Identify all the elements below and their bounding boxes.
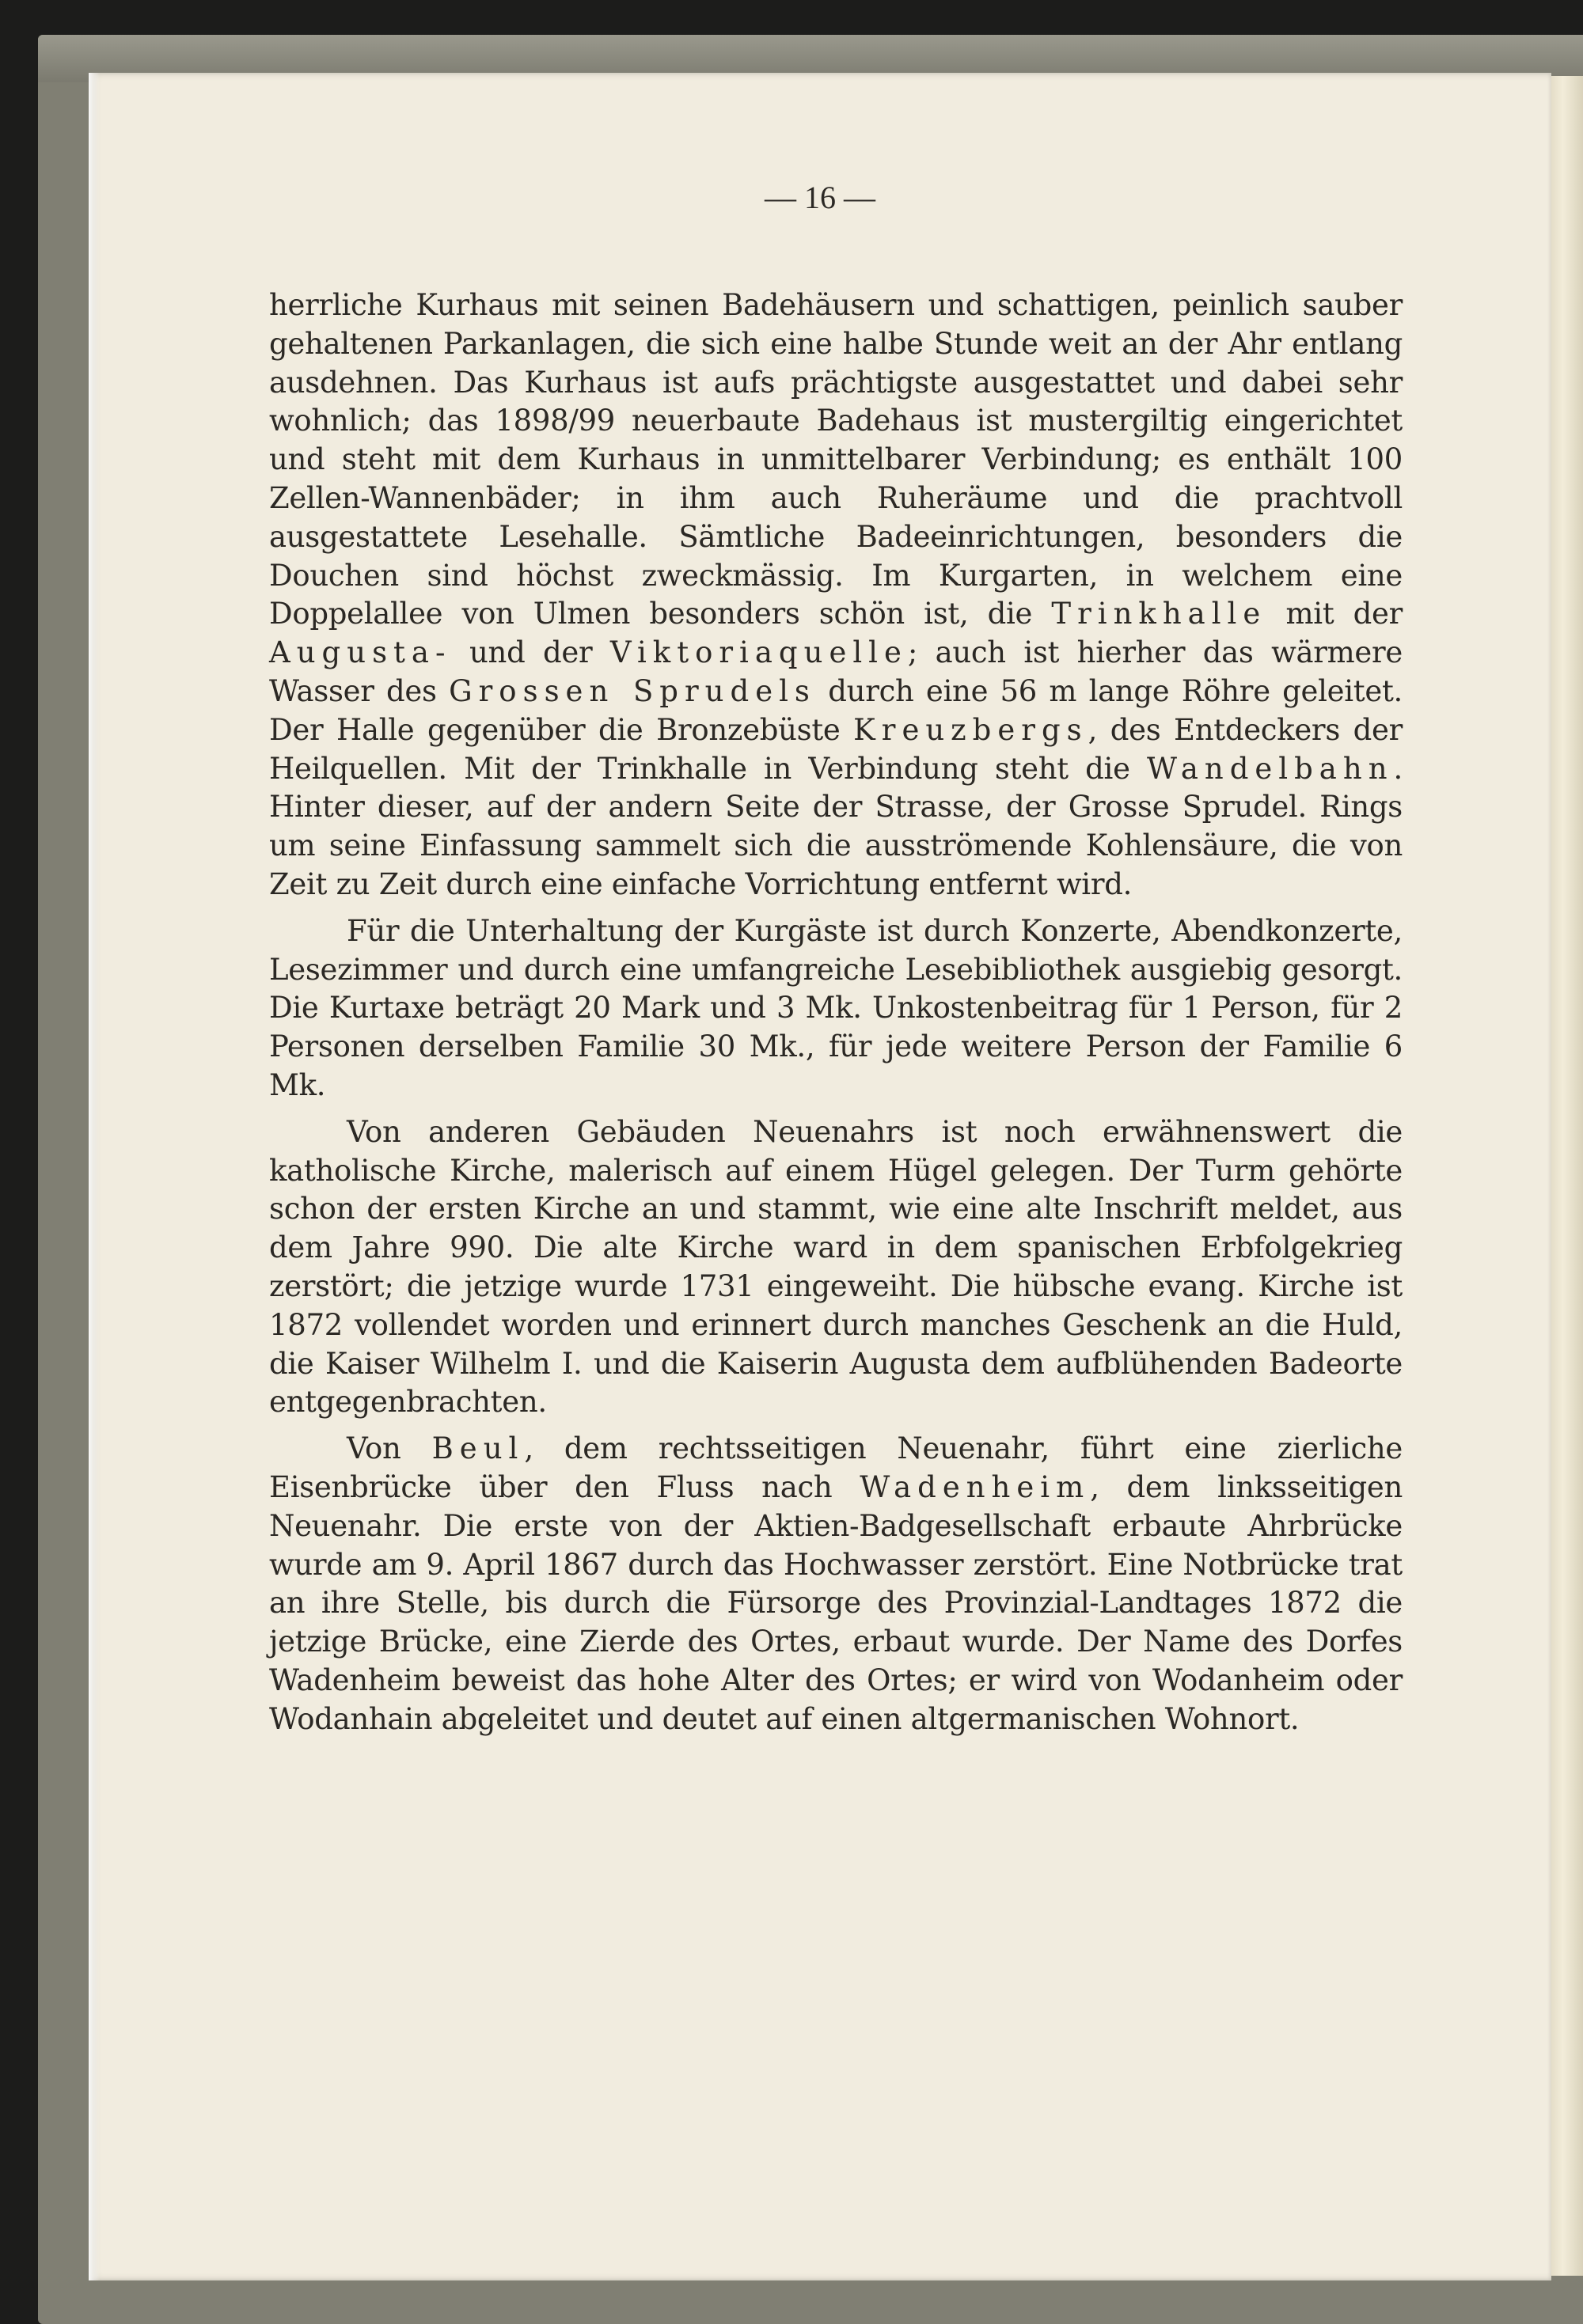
body-text bbox=[269, 286, 1403, 1746]
text-run: Von anderen Gebäuden Neuenahrs ist noch erwähnenswert die katholische Kirche, malerisch auf einem Hügel gelegen. Der Turm gehörte schon der ersten Kirche an und stammt, wie eine alte Inschrift meldet, aus dem Jahre 990. Die alte Kirche ward in dem spanischen Erbfolgekrieg zerstört; die jetzige wurde 1731 eingeweiht. Die hübsche evang. Kirche ist 1872 vollendet worden und erinnert durch manches Geschenk an die Huld, die Kaiser Wilhelm I. und die Kaiserin Augusta dem aufblühenden Badeorte entgegenbrachten. bbox=[269, 1114, 1403, 1420]
text-run: , des Entdeckers der Heilquellen. Mit der Trinkhalle in Verbindung steht die bbox=[269, 712, 1403, 786]
spaced-text: Augusta- bbox=[269, 635, 452, 670]
spaced-text: Beul bbox=[431, 1431, 525, 1466]
paragraph bbox=[269, 286, 1403, 904]
text-run: , dem linksseitigen Neuenahr. Die erste von der Aktien-Badgesellschaft erbaute Ahrbrücke wurde am 9. April 1867 durch das Hochwasser zerstört. Eine Notbrücke trat an ihre Stelle, bis durch die Fürsorge des Provinzial-Landtages 1872 die jetzige Brücke, eine Zierde des Ortes, erbaut wurde. Der Name des Dorfes Wadenheim beweist das hohe Alter des Ortes; er wird von Wodanheim oder Wodanhain abgeleitet und deutet auf einen altgermanischen Wohnort. bbox=[269, 1469, 1403, 1736]
page-edges bbox=[1550, 76, 1583, 2276]
text-run: mit der bbox=[1266, 597, 1403, 631]
text-run: ; auch ist hierher das wärmere Wasser des bbox=[269, 635, 1403, 708]
text-run: Für die Unterhaltung der Kurgäste ist durch Konzerte, Abendkonzerte, Lesezimmer und durch eine umfangreiche Lesebibliothek ausgiebig gesorgt. Die Kurtaxe beträgt 20 Mark und 3 Mk. Unkostenbeitrag für 1 Person, für 2 Personen derselben Familie 30 Mk., für jede weitere Person der Familie 6 Mk. bbox=[269, 913, 1403, 1102]
spaced-text: Wandelbahn bbox=[1147, 751, 1394, 786]
text-run: . Hinter dieser, auf der andern Seite der Strasse, der Grosse Sprudel. Rings um seine Einfassung sammelt sich die ausströmende Kohlensäure, die von Zeit zu Zeit durch eine einfache Vorrichtung entfernt wird. bbox=[269, 751, 1403, 901]
spaced-text: Wadenheim bbox=[860, 1469, 1091, 1504]
text-run: durch eine 56 m lange Röhre geleitet. Der Halle gegenüber die Bronzebüste bbox=[269, 673, 1403, 747]
paragraph bbox=[269, 1113, 1403, 1422]
paragraph bbox=[269, 912, 1403, 1105]
text-run: Von bbox=[347, 1431, 432, 1466]
text-run: und der bbox=[451, 635, 610, 670]
spaced-text: Trinkhalle bbox=[1051, 597, 1267, 631]
text-run: herrliche Kurhaus mit seinen Badehäusern und schattigen, peinlich sauber gehaltenen Parkanlagen, die sich eine halbe Stunde weit an der Ahr entlang ausdehnen. Das Kurhaus ist aufs prächtigste ausgestattet und dabei sehr wohnlich; das 1898/99 neuerbaute Badehaus ist mustergiltig eingerichtet und steht mit dem Kurhaus in unmittelbarer Verbindung; es enthält 100 Zellen-Wannenbäder; in ihm auch Ruheräume und die prachtvoll ausgestattete Lesehalle. Sämtliche Badeeinrichtungen, besonders die Douchen sind höchst zweckmässig. Im Kurgarten, in welchem eine Doppelallee von Ulmen besonders schön ist, die bbox=[269, 288, 1403, 631]
spaced-text: Viktoriaquelle bbox=[609, 635, 908, 670]
page-number: — 16 — bbox=[765, 180, 875, 215]
text-run: , dem rechtsseitigen Neuenahr, führt eine zierliche Eisenbrücke über den Fluss nach bbox=[269, 1431, 1403, 1504]
spaced-text: Kreuzbergs bbox=[853, 712, 1088, 747]
paragraph bbox=[269, 1430, 1403, 1738]
spaced-text: Grossen Sprudels bbox=[449, 673, 816, 708]
